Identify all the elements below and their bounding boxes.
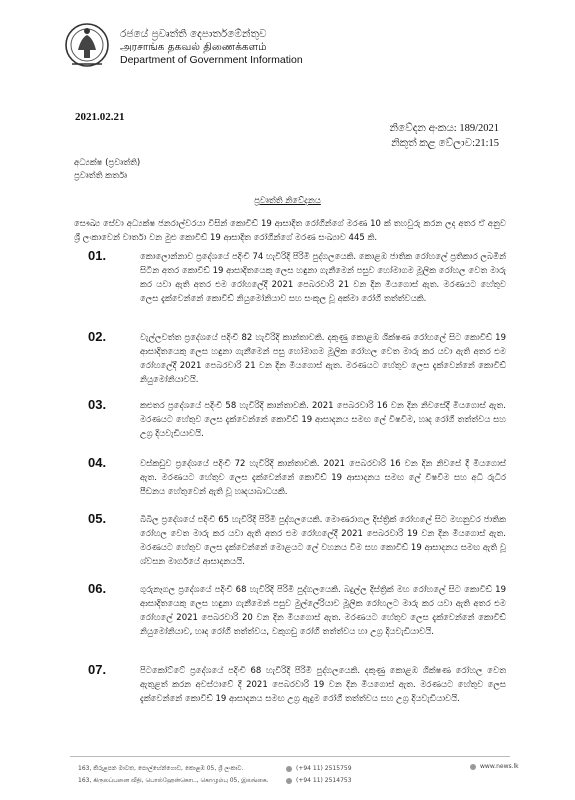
footer-address-tamil: 163, கிருலப்பனை வீதி, பொல்ஹேன்கொட, கொழும்பு 05, இலங்கை. xyxy=(78,777,269,784)
item-text: කොලොන්නාව ප්‍රදේශයේ පදිංචි 74 හැවිරිදි පිරිමි පුද්ගලයෙකි. කොළඹ ජාතික රෝහලේ ප්‍රතිකාර ලබමින් සිටින අතර කොවිඩ් 19 ආසාදිතයෙකු ලෙස හඳුනා ගැනීමෙන් පසුව හෝමාගම මූලික රෝහල වෙත මාරු කර යවා ඇති අතර එම රෝහලේදී 2021 පෙබරවාරි 21 වන දින මියගොස් ඇත. මරණයට හේතුව ලෙස දැක්වෙන්නේ කොවිඩ් නියුමෝනියාව සහ සංකූල වූ අක්මා රෝගී තත්ත්වයකි. xyxy=(140,252,506,304)
item-text: ගුරුනෑගල ප්‍රදේශයේ පදිංචි 68 හැවිරිදි පිරිමි පුද්ගලයෙකි. බදුල්ල දිස්ත්‍රික් මහ රෝහලේ සිට කොවිඩ් 19 ආසාදිතයෙකු ලෙස හඳුනා ගැනීමෙන් පසුව මුල්ලේරියාව මූලික රෝහලට මාරු කර යවා ඇති අතර එම රෝහලේ 2021 පෙබරවාරි 20 වන දින මියගොස් ඇත. මරණයට හේතුව ලෙස දැක්වෙන්නේ කොවිඩ් නියුමෝනියාව, හෘද රෝගී තත්ත්වය, වකුගඩු රෝගී තත්ත්වය හා උග්‍ර දියවැඩියාවයි. xyxy=(140,585,506,637)
item-number: 07. xyxy=(88,662,107,677)
item-text: වස්කඩුව ප්‍රදේශයේ පදිංචි 72 හැවිරිදි කාන්තාවකි. 2021 පෙබරවාරි 16 වන දින නිවසේ දී මියගොස් ඇත. මරණයට හේතුව ලෙස දැක්වෙන්නේ කොවිඩ් 19 ආසාදනය සමඟ ලේ විෂවීම සහ අධි රුධිර පීඩනය හේතුවෙන් ඇති වූ හෘදයාබාධයකි. xyxy=(140,459,506,497)
footer-divider xyxy=(70,756,510,757)
item-number: 03. xyxy=(88,397,107,412)
fax-icon xyxy=(286,778,292,784)
item-text: පිටකෝට්ටේ ප්‍රදේශයේ පදිංචි 68 හැවිරිදි පිරිමි පුද්ගලයෙකි. දකුණු කොළඹ ශික්ෂණ රෝහල වෙත ඇතුළත් කරන අවස්ථාවේ දී 2021 පෙබරවාරි 19 වන දින මියගොස් ඇත. මරණයට හේතුව ලෙස දැක්වෙන්නේ කොවිඩ් 19 ආසාදනය සමඟ උග්‍ර ඇදුම රෝගී තත්ත්වය සහ උග්‍ර දියවැඩියාවයි. xyxy=(140,666,506,704)
web-icon xyxy=(470,764,476,770)
item-number: 05. xyxy=(88,511,107,526)
item-number: 04. xyxy=(88,455,107,470)
release-time: නිකුත් කළ වේලාව:21:15 xyxy=(391,138,499,149)
item-text: කළුතර ප්‍රදේශයේ පදිංචි 58 හැවිරිදි කාන්තාවකි. 2021 පෙබරවාරි 16 වන දින නිවසේදී මියගොස් ඇත. මරණයට හේතුව ලෙස දැක්වෙන්නේ කොවිඩ් 19 ආසාදනය සමඟ ලේ විෂවීම, හෘද රෝගී තත්ත්වය සහ උග්‍ර දියවැඩියාවයි. xyxy=(140,401,506,439)
item-number: 06. xyxy=(88,581,107,596)
item-text: බිබිල ප්‍රදේශයේ පදිංචි 65 හැවිරිදි පිරිමි පුද්ගලයෙකි. මොණරාගල දිස්ත්‍රික් රෝහලේ සිට මහනුවර ජාතික රෝහල වෙත මාරු කර යවා ඇති අතර එම රෝහලේදී 2021 පෙබරවාරි 19 වන දින මියගොස් ඇත. මරණයට හේතුව ලෙස දැක්වෙන්නේ මොළයට ලේ වහනය වීම සහ කොවිඩ් 19 ආසාදනය සමඟ ඇති වූ ශ්වසන මාර්ගයේ ආසාදනයයි. xyxy=(140,515,506,567)
addressee-block xyxy=(74,157,140,183)
footer-address-sinhala: 163, කිරුළපන මාවත, පොල්හේන්ගොඩ, කොළඹ 05, ශ්‍රී ලංකාව. xyxy=(78,765,244,772)
department-name-tamil: அரசாங்க தகவல் திணைக்களம் xyxy=(120,41,267,53)
footer-phone: (+94 11) 2515759 xyxy=(296,765,352,772)
footer-contacts xyxy=(286,763,352,787)
release-number: නිවේදන අංකය: 189/2021 xyxy=(389,123,499,134)
footer-web xyxy=(470,763,519,770)
intro-paragraph: සෞඛ්‍ය සේවා අධ්‍යක්ෂ ජනරාල්වරයා විසින් කොවිඩ් 19 ආසාදිත රෝගීන්ගේ මරණ 10 ක් තහවුරු කරන ලද අතර ඒ අනුව ශ්‍රී ලංකාවෙන් වාර්තා වන මුළු කොවිඩ් 19 ආසාදිත රෝගීන්ගේ මරණ සංඛ්‍යාව 445 කි. xyxy=(74,219,506,243)
item-number: 01. xyxy=(88,248,107,263)
phone-icon xyxy=(286,766,292,772)
sri-lanka-emblem-icon xyxy=(64,20,110,70)
footer-address xyxy=(78,763,269,787)
item-text: වැල්ලවත්ත ප්‍රදේශයේ පදිංචි 82 හැවිරිදි කාන්තාවකි. දකුණු කොළඹ ශික්ෂණ රෝහලේ සිට කොවිඩ් 19 ආසාදිතයෙකු ලෙස හඳුනා ගැනීමෙන් පසු හෝමාගම මූලික රෝහල වෙත මාරු කර යවා ඇති අතර එම රෝහලේදී 2021 පෙබරවාරි 21 වන දින මියගොස් ඇත. මරණයට හේතුව ලෙස දැක්වෙන්නේ කොවිඩ් නියුමෝනියාවයි. xyxy=(140,333,506,385)
department-name-sinhala: රජයේ ප්‍රවෘත්ති දෙපාර්තමේන්තුව xyxy=(120,28,267,40)
release-date: 2021.02.21 xyxy=(75,111,125,123)
footer-website: www.news.lk xyxy=(480,763,519,770)
footer-fax: (+94 11) 2514753 xyxy=(296,777,352,784)
document-title: ප්‍රවෘත්ති නිවේදනය xyxy=(254,196,321,206)
department-header xyxy=(120,28,303,67)
item-number: 02. xyxy=(88,329,107,344)
department-name-english: Department of Government Information xyxy=(120,54,303,66)
release-meta xyxy=(390,121,499,151)
addressee-line-1: අධ්‍යක්ෂ (ප්‍රවෘත්ති) xyxy=(74,158,141,168)
addressee-line-2: ප්‍රවෘත්ති කර්තෘ xyxy=(74,171,127,181)
